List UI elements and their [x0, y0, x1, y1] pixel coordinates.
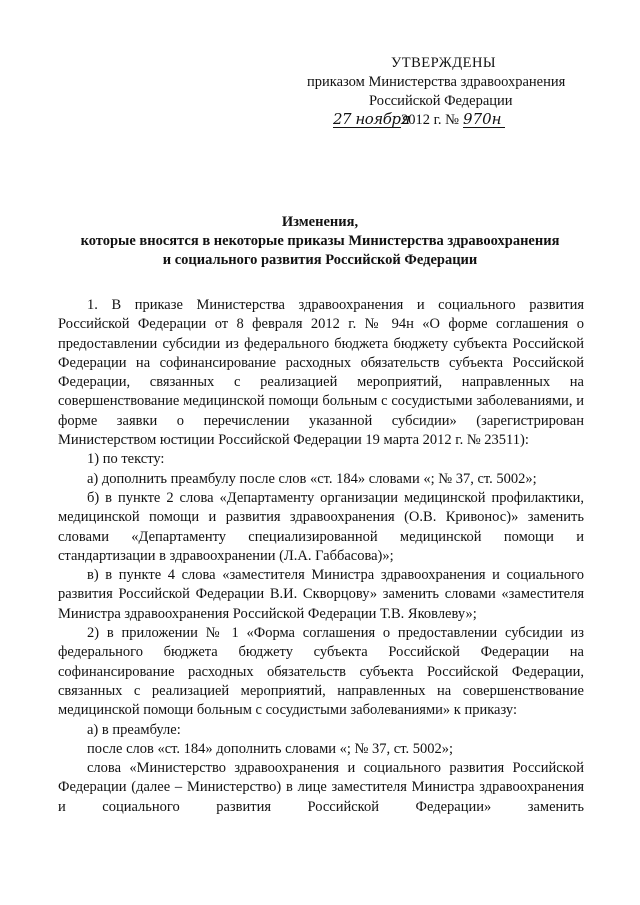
ministry-rf-line: Российской Федерации: [369, 93, 513, 109]
paragraph-words-replace: слова «Министерство здравоохранения и социального развития Российской Федерации (далее – Министерство) в лице заместителя Министра здравоохранения и социального развития Российской Федерации» заменить: [58, 760, 584, 815]
title-line-3: и социального развития Российской Федерации: [162, 252, 478, 268]
approved-heading: УТВЕРЖДЕНЫ: [391, 55, 497, 71]
paragraph-1: 1. В приказе Министерства здравоохранения и социального развития Российской Федерации от 8 февраля 2012 г. № 94н «О форме соглашения о предоставлении субсидии из федерального бюджета бюджету субъекта Российской Федерации на софинансирование расходных обязательств субъекта Российской Федерации, связанных с реализацией мероприятий, направленных на совершенствование медицинской помощи больным с сосудистыми заболеваниями, и форме заявки о перечислении указанной субсидии» (зарегистрирован Министерством юстиции Российской Федерации 19 марта 2012 г. № 23511):: [58, 297, 584, 449]
paragraph-item-v: в) в пункте 4 слова «заместителя Министра здравоохранения и социального развития Российской Федерации В.И. Скворцову» заменить словами «заместителя Министра здравоохранения Российской Федерации Т.В. Яковлеву»;: [58, 567, 584, 622]
by-order-line: приказом Министерства здравоохранения: [307, 74, 566, 90]
paragraph-item-a: а) дополнить преамбулу после слов «ст. 184» словами «; № 37, ст. 5002»;: [87, 470, 537, 487]
paragraph-item-b: б) в пункте 2 слова «Департаменту организации медицинской профилактики, медицинской помощи и развития здравоохранения (О.В. Кривонос)» заменить словами «Департаменту специализированной медицинской помощи и стандартизации в здравоохранении (Л.А. Габбасова)»;: [58, 489, 584, 564]
title-line-2: которые вносятся в некоторые приказы Министерства здравоохранения: [80, 233, 560, 249]
document-body: [58, 296, 584, 817]
title-line-1: Изменения,: [281, 214, 359, 230]
handwritten-date: 27 ноября: [333, 110, 410, 128]
paragraph-item-1: 1) по тексту:: [87, 451, 165, 468]
handwritten-order-number: 970н: [463, 111, 505, 128]
paragraph-after-words: после слов «ст. 184» дополнить словами «; № 37, ст. 5002»;: [87, 740, 453, 757]
paragraph-preamble: а) в преамбуле:: [87, 721, 181, 738]
date-year: 2012 г. №: [401, 112, 460, 128]
approval-block: [305, 54, 605, 130]
paragraph-item-2: 2) в приложении № 1 «Форма соглашения о предоставлении субсидии из федерального бюджета бюджету субъекта Российской Федерации на софинансирование расходных обязательств субъекта Российской Федерации, связанных с реализацией мероприятий, направленных на совершенствование медицинской помощи больным с сосудистыми заболеваниями» к приказу:: [58, 625, 584, 719]
document-title: [40, 213, 600, 270]
date-number-row: [305, 111, 605, 130]
